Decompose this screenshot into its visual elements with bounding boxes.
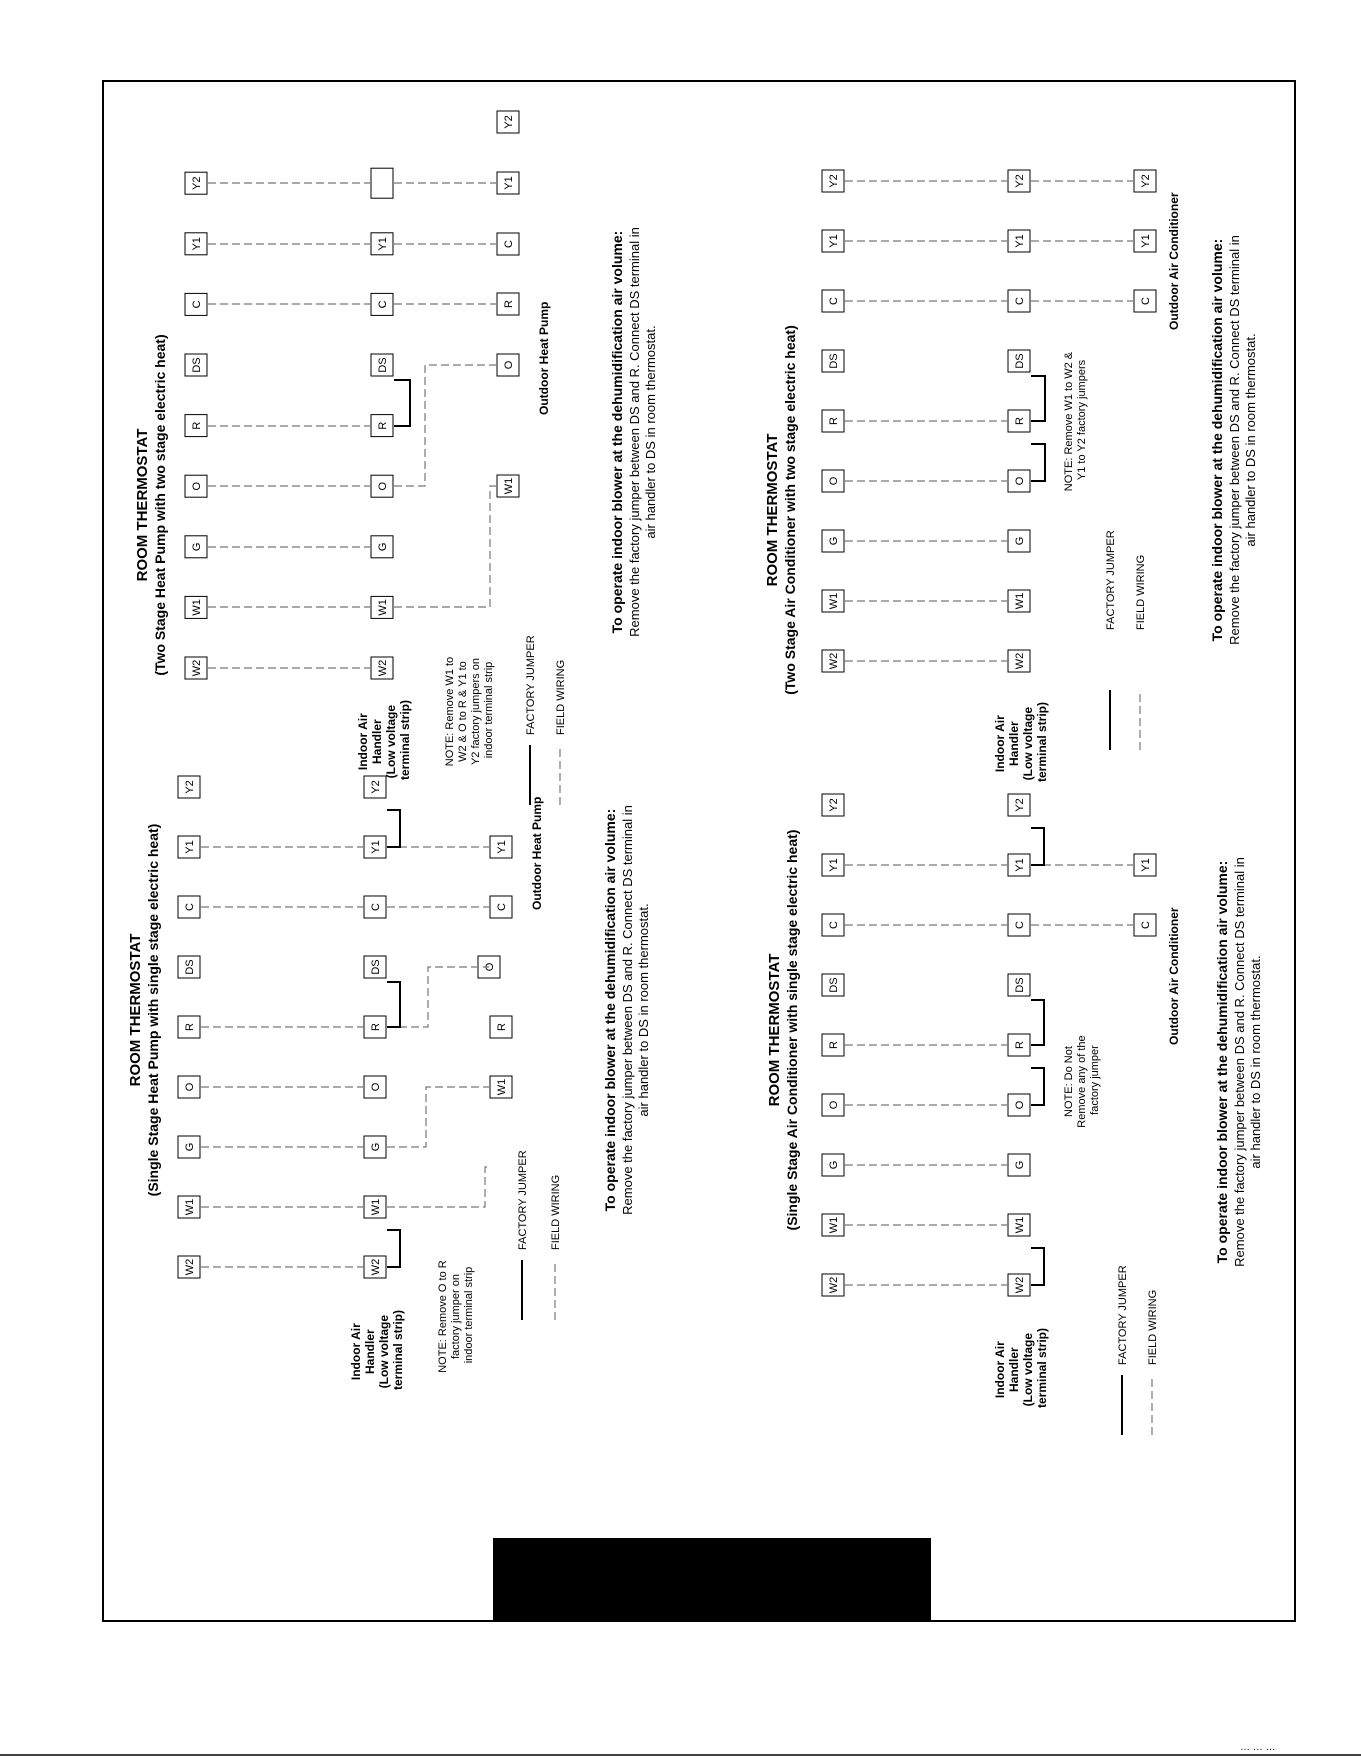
terminal [364, 836, 386, 858]
handler-label-line: Indoor Air [993, 1341, 1007, 1399]
terminal-label: W2 [828, 652, 840, 670]
terminal-label: W2 [1014, 1276, 1026, 1294]
terminal-label: Y1 [191, 237, 203, 251]
panel-subtitle: (Two Stage Air Conditioner with two stage electric heat) [782, 325, 798, 695]
handler-label-line: terminal strip) [391, 1309, 405, 1391]
legend-field-wiring-label: FIELD WIRING [550, 1174, 562, 1250]
terminal [822, 290, 844, 312]
terminal [497, 293, 519, 315]
terminal-label: W1 [377, 599, 389, 616]
terminal [497, 233, 519, 255]
terminal-label: G [828, 536, 840, 546]
panel-title: ROOM THERMOSTAT [764, 433, 781, 587]
handler-label-line: Indoor Air [356, 713, 370, 771]
instruction-title: To operate indoor blower at the dehumidification air volume: [609, 230, 625, 634]
terminal [1008, 1154, 1030, 1176]
terminal-label: G [1014, 1160, 1026, 1170]
terminal-label: O [1014, 476, 1026, 486]
outdoor-unit-label: Outdoor Heat Pump [537, 301, 551, 415]
instruction-title: To operate indoor blower at the dehumidification air volume: [602, 808, 618, 1212]
terminal-label: Y2 [370, 780, 382, 794]
terminal-label: O [1014, 1100, 1026, 1110]
terminal-label: W2 [377, 659, 389, 677]
legend-factory-jumper-label: FACTORY JUMPER [1105, 530, 1117, 630]
terminal [185, 657, 207, 679]
note-line: Remove any of the [1076, 1035, 1088, 1128]
handler-label-line: (Low voltage [384, 705, 398, 779]
terminal-label: O [184, 1082, 196, 1092]
terminal-label: W2 [370, 1258, 382, 1276]
panel-subtitle: (Single Stage Air Conditioner with single stage electric heat) [784, 829, 800, 1231]
terminal-label: DS [828, 353, 840, 369]
panel-two-stage-air-conditioner [764, 170, 1258, 782]
terminal [185, 415, 207, 437]
terminal-label: W1 [496, 1078, 508, 1096]
terminal [371, 293, 393, 315]
terminal [1008, 974, 1030, 996]
legend-factory-jumper-label: FACTORY JUMPER [1117, 1265, 1129, 1365]
outdoor-unit-label: Outdoor Air Conditioner [1167, 192, 1181, 330]
terminal [185, 233, 207, 255]
terminal [1008, 1274, 1030, 1296]
terminal-label: DS [184, 959, 196, 975]
terminal-label: Y1 [377, 237, 389, 251]
terminal [364, 1256, 386, 1278]
factory-jumpers [1031, 828, 1044, 1285]
terminal [178, 956, 200, 978]
terminal [185, 293, 207, 315]
terminal [1008, 590, 1030, 612]
terminal [1008, 1034, 1030, 1056]
handler-terminal-row [371, 168, 393, 679]
note-line: Y2 factory jumpers on [470, 658, 482, 766]
terminal [1008, 1094, 1030, 1116]
handler-label-line: Handler [1007, 1347, 1021, 1393]
terminal [1008, 470, 1030, 492]
instruction-line: Remove the factory jumper between DS and R. Connect DS terminal in [1232, 857, 1247, 1267]
handler-label [349, 1310, 405, 1390]
terminal [178, 836, 200, 858]
terminal [371, 657, 393, 679]
terminal-label: W1 [184, 1198, 196, 1216]
instruction-line: air handler to DS in room thermostat. [1243, 333, 1258, 547]
terminal [185, 172, 207, 194]
terminal-label: Y1 [1140, 234, 1152, 248]
terminal [822, 794, 844, 816]
terminal-label: Y1 [1014, 234, 1026, 248]
panel-subtitle: (Two Stage Heat Pump with two stage electric heat) [152, 334, 168, 676]
terminal-label: C [184, 903, 196, 911]
terminal [822, 530, 844, 552]
terminal-label: Y1 [1014, 858, 1026, 872]
terminal [1008, 350, 1030, 372]
terminal [1008, 794, 1030, 816]
outdoor-unit-label: Outdoor Heat Pump [530, 796, 544, 910]
note-line: factory jumper [1089, 1045, 1101, 1115]
terminal-label: DS [1014, 977, 1026, 993]
handler-terminal-row [1008, 794, 1030, 1296]
terminal [1008, 1214, 1030, 1236]
note [1063, 349, 1088, 491]
handler-label-line: terminal strip) [1035, 1327, 1049, 1409]
terminal-label: W1 [503, 477, 515, 495]
instruction-title: To operate indoor blower at the dehumidification air volume: [1209, 238, 1225, 642]
terminal-label: R [191, 421, 203, 430]
note [437, 1257, 475, 1373]
terminal [178, 776, 200, 798]
thermostat-terminal-row [178, 776, 200, 1278]
terminal-label: C [1140, 921, 1152, 929]
terminal [1008, 854, 1030, 876]
note-line: indoor terminal strip [483, 661, 495, 759]
terminal-label: Y2 [828, 798, 840, 812]
terminal-label: C [1014, 921, 1026, 929]
terminal-label: DS [828, 977, 840, 993]
terminal [178, 1196, 200, 1218]
terminal [822, 230, 844, 252]
handler-label-line: Handler [1007, 721, 1021, 767]
terminal-label: O [377, 481, 389, 491]
terminal [822, 1154, 844, 1176]
terminal-label: W2 [184, 1258, 196, 1276]
instruction-line: Remove the factory jumper between DS and R. Connect DS terminal in [1227, 235, 1242, 645]
terminal [822, 1094, 844, 1116]
terminal-label: Y1 [184, 840, 196, 854]
terminal-label: R [370, 1023, 382, 1031]
handler-label-line: (Low voltage [377, 1315, 391, 1389]
terminal-label: Y2 [1014, 174, 1026, 188]
terminal-label: R [1014, 417, 1026, 425]
panel-title: ROOM THERMOSTAT [134, 428, 151, 582]
terminal-label: R [828, 417, 840, 425]
terminal [364, 956, 386, 978]
terminal [1134, 290, 1156, 312]
terminal-label: G [370, 1142, 382, 1152]
outdoor-terminal-row [497, 111, 519, 497]
handler-terminal-row [1008, 170, 1030, 672]
terminal-label: DS [191, 357, 203, 373]
terminal-label: W2 [828, 1276, 840, 1294]
terminal-label: Y2 [503, 115, 515, 129]
terminal [185, 536, 207, 558]
terminal [178, 1016, 200, 1038]
terminal [364, 896, 386, 918]
terminal [497, 172, 519, 194]
terminal [490, 1076, 512, 1098]
terminal-label: O [191, 481, 203, 491]
terminal-label: C [828, 921, 840, 929]
terminal-label: Y1 [828, 858, 840, 872]
legend-factory-jumper-label: FACTORY JUMPER [525, 635, 537, 735]
terminal-label: C [503, 240, 515, 248]
terminal [371, 536, 393, 558]
terminal [371, 168, 393, 198]
note-line: indoor terminal strip [463, 1266, 475, 1364]
panel-title: ROOM THERMOSTAT [766, 953, 783, 1107]
legend-field-wiring-label: FIELD WIRING [1135, 554, 1147, 630]
panel-single-stage-air-conditioner [766, 794, 1263, 1435]
terminal-label: W1 [1014, 592, 1026, 610]
terminal-label: G [828, 1160, 840, 1170]
terminal [822, 1274, 844, 1296]
panel-title: ROOM THERMOSTAT [127, 933, 144, 1087]
panel-two-stage-heat-pump [134, 111, 658, 805]
terminal [822, 470, 844, 492]
terminal [1008, 914, 1030, 936]
terminal [371, 233, 393, 255]
note-line: NOTE: Remove W1 to W2 & [1063, 351, 1075, 492]
thermostat-terminal-row [185, 172, 207, 679]
panel-subtitle: (Single Stage Heat Pump with single stage electric heat) [145, 823, 161, 1197]
terminal [1008, 410, 1030, 432]
terminal [178, 1076, 200, 1098]
terminal [1008, 650, 1030, 672]
terminal-label: G [184, 1142, 196, 1152]
terminal [822, 170, 844, 192]
terminal-label: DS [377, 357, 389, 373]
terminal [364, 1136, 386, 1158]
factory-jumpers [387, 810, 400, 1267]
note-line: NOTE: Remove W1 to [444, 656, 456, 767]
handler-label-line: Handler [370, 719, 384, 765]
terminal [490, 896, 512, 918]
legend-factory-jumper-label: FACTORY JUMPER [517, 1150, 529, 1250]
terminal [822, 914, 844, 936]
terminal-label: C [496, 903, 508, 911]
terminal-label: G [377, 542, 389, 552]
terminal-label: Y2 [1140, 174, 1152, 188]
terminal-label: C [828, 297, 840, 305]
terminal [822, 410, 844, 432]
terminal-label: R [496, 1023, 508, 1031]
terminal-label: Y1 [370, 840, 382, 854]
terminal [497, 475, 519, 497]
terminal-label: O [828, 476, 840, 486]
terminal [364, 1196, 386, 1218]
thermostat-terminal-row [822, 170, 844, 672]
instruction-line: Remove the factory jumper between DS and R. Connect DS terminal in [627, 227, 642, 637]
handler-label-line: Handler [363, 1329, 377, 1375]
terminal [371, 475, 393, 497]
terminal [1134, 854, 1156, 876]
terminal [1134, 230, 1156, 252]
outdoor-unit-label: Outdoor Air Conditioner [1167, 907, 1181, 1045]
instruction-line: Remove the factory jumper between DS and R. Connect DS terminal in [620, 805, 635, 1215]
terminal [1008, 530, 1030, 552]
note-line: NOTE: Remove O to R [437, 1260, 449, 1373]
terminal [178, 1136, 200, 1158]
terminal [364, 776, 386, 798]
terminal-label: Y1 [828, 234, 840, 248]
terminal-label: Y2 [1014, 798, 1026, 812]
terminal-label: DS [370, 959, 382, 975]
page-border [103, 81, 1295, 1621]
thermostat-terminal-row [822, 794, 844, 1296]
note-line: Y1 to Y2 factory jumpers [1076, 359, 1088, 481]
handler-label-line: Indoor Air [349, 1323, 363, 1381]
terminal-label: C [370, 903, 382, 911]
terminal-label: W1 [828, 592, 840, 610]
terminal-label: W1 [828, 1216, 840, 1234]
terminal-label: W2 [1014, 652, 1026, 670]
instruction-line: air handler to DS in room thermostat. [1248, 955, 1263, 1169]
terminal [1008, 170, 1030, 192]
terminal [371, 596, 393, 618]
terminal [371, 415, 393, 437]
legend-field-wiring-label: FIELD WIRING [1147, 1289, 1159, 1365]
terminal-label: O [503, 360, 515, 370]
terminal-label: G [191, 542, 203, 552]
terminal [185, 596, 207, 618]
terminal [497, 354, 519, 376]
terminal [822, 350, 844, 372]
terminal-label: W1 [1014, 1216, 1026, 1234]
handler-label [993, 702, 1049, 782]
terminal-label: G [1014, 536, 1026, 546]
instruction-line: air handler to DS in room thermostat. [643, 325, 658, 539]
terminal-label: R [503, 300, 515, 308]
terminal [1134, 170, 1156, 192]
terminal-label: R [1014, 1041, 1026, 1049]
terminal-label: O [370, 1082, 382, 1092]
terminal [822, 1214, 844, 1236]
terminal-label: C [377, 300, 389, 309]
terminal-label: W2 [191, 659, 203, 677]
terminal [185, 354, 207, 376]
terminal [371, 354, 393, 376]
note-line: factory jumper on [450, 1274, 462, 1360]
handler-label [356, 700, 412, 780]
field-wiring [201, 847, 489, 1267]
terminal-label: C [191, 300, 203, 309]
factory-jumpers [1031, 376, 1045, 481]
terminal [1008, 290, 1030, 312]
instruction-title: To operate indoor blower at the dehumidification air volume: [1214, 860, 1230, 1264]
terminal-label: R [377, 421, 389, 430]
terminal-label: Y2 [184, 780, 196, 794]
terminal-label: Y2 [828, 174, 840, 188]
terminal [490, 1016, 512, 1038]
outdoor-terminal-row [1134, 170, 1156, 312]
panel-single-stage-heat-pump [127, 776, 651, 1390]
terminal-label: W1 [191, 599, 203, 616]
terminal [185, 475, 207, 497]
terminal-label: W1 [370, 1198, 382, 1216]
terminal [364, 1076, 386, 1098]
terminal [822, 590, 844, 612]
outdoor-terminal-row [1134, 854, 1156, 936]
terminal-label: C [1140, 297, 1152, 305]
handler-terminal-row [364, 776, 386, 1278]
handler-label-line: (Low voltage [1021, 1333, 1035, 1407]
note-line: NOTE: Do Not [1063, 1046, 1075, 1117]
terminal [1134, 914, 1156, 936]
terminal [1008, 230, 1030, 252]
terminal-label: C [1014, 297, 1026, 305]
black-bar [493, 1538, 931, 1620]
terminal [490, 836, 512, 858]
handler-label-line: terminal strip) [1035, 701, 1049, 783]
footer-fragment: … … … [1240, 1742, 1276, 1753]
note-line: W2 & O to R & Y1 to [457, 661, 469, 762]
terminal-label: R [184, 1023, 196, 1031]
field-wiring [845, 181, 1133, 661]
terminal-label: Y2 [191, 176, 203, 190]
terminal-box [371, 168, 393, 198]
terminal-label: DS [1014, 353, 1026, 369]
terminal [497, 111, 519, 133]
terminal [822, 650, 844, 672]
terminal [822, 974, 844, 996]
note [444, 654, 495, 766]
terminal [178, 896, 200, 918]
terminal [822, 854, 844, 876]
terminal-label: Y1 [503, 176, 515, 190]
terminal [822, 1034, 844, 1056]
terminal-label: O [828, 1100, 840, 1110]
terminal [364, 1016, 386, 1038]
terminal [178, 1256, 200, 1278]
handler-label-line: (Low voltage [1021, 707, 1035, 781]
terminal-label: Y1 [1140, 858, 1152, 872]
legend-field-wiring-label: FIELD WIRING [555, 659, 567, 735]
instruction-line: air handler to DS in room thermostat. [636, 903, 651, 1117]
handler-label [993, 1328, 1049, 1408]
terminal-label: O [484, 962, 496, 972]
note [1063, 1032, 1101, 1127]
terminal-label: Y1 [496, 840, 508, 854]
handler-label-line: Indoor Air [993, 715, 1007, 773]
handler-label-line: terminal strip) [398, 699, 412, 781]
factory-jumpers [394, 380, 410, 426]
field-wiring [208, 183, 496, 668]
terminal-label: R [828, 1041, 840, 1049]
